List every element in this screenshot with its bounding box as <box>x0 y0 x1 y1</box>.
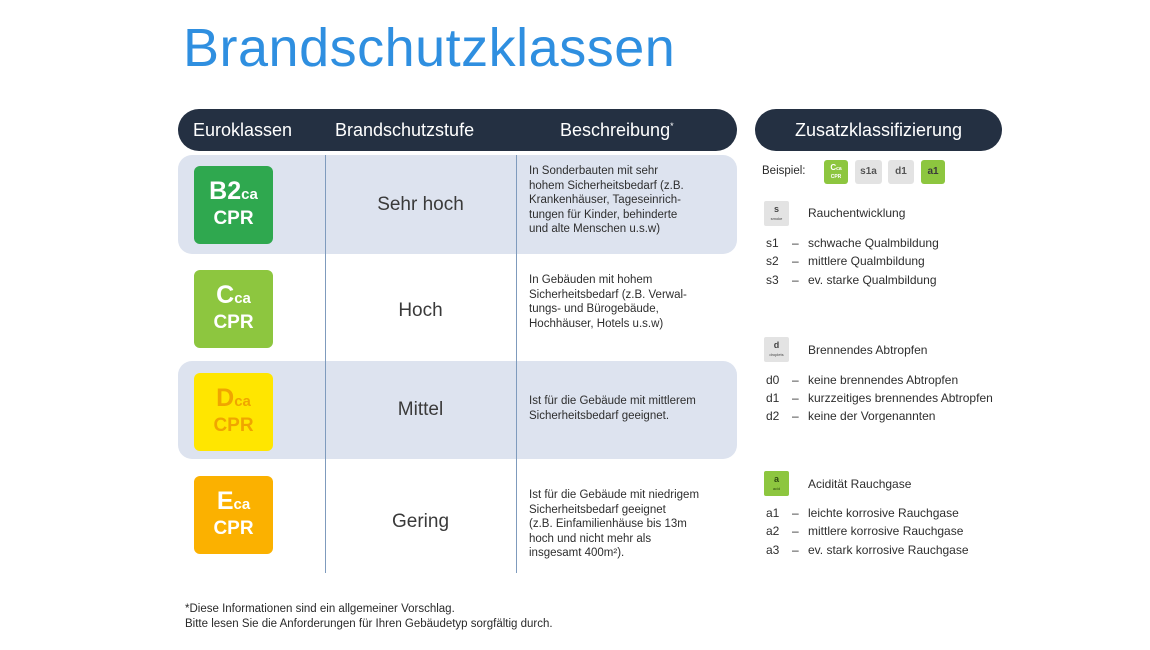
section-title: Brennendes Abtropfen <box>808 343 928 357</box>
level-text: Mittel <box>397 399 444 420</box>
list-item: d2 – keine der Vorgenannten <box>766 409 936 423</box>
beispiel-label: Beispiel: <box>762 165 806 177</box>
list-item: a3 – ev. stark korrosive Rauchgase <box>766 543 969 557</box>
level-text: Gering <box>391 511 450 532</box>
description: Ist für die Gebäude mit mittlerem Sicherheitsbedarf geeignet. <box>529 395 696 422</box>
example-chip-c: Cca CPR <box>824 160 848 184</box>
list-item: a1 – leichte korrosive Rauchgase <box>766 506 959 520</box>
description: In Sonderbauten mit sehr hohem Sicherheitsbedarf (z.B. Krankenhäuser, Tageseinrich- tungen für Kinder, behinderte und alte Menschen u.s.w) <box>529 165 684 235</box>
description: In Gebäuden mit hohem Sicherheitsbedarf (z.B. Verwal- tungs- und Bürogebäude, Hochhäuser, Hotels u.s.w) <box>529 274 687 330</box>
zusatz-header: Zusatzklassifizierung <box>755 109 1002 151</box>
column-divider <box>516 155 517 573</box>
droplets-icon: d droplets <box>764 337 789 362</box>
list-item: d0 – keine brennendes Abtropfen <box>766 373 959 387</box>
class-badge-d: Dca CPR <box>194 373 273 451</box>
list-item: d1 – kurzzeitiges brennendes Abtropfen <box>766 391 993 405</box>
list-item: a2 – mittlere korrosive Rauchgase <box>766 524 964 538</box>
footnote: *Diese Informationen sind ein allgemeiner Vorschlag. Bitte lesen Sie die Anforderungen für Ihren Gebäudetyp sorgfältig durch. <box>185 603 553 630</box>
section-title: Acidität Rauchgase <box>808 477 912 491</box>
list-item: s2 – mittlere Qualmbildung <box>766 254 925 268</box>
page-title: Brandschutzklassen <box>183 18 676 78</box>
example-chip-a: a1 <box>921 160 945 184</box>
example-chip-s: s1a <box>855 160 882 184</box>
list-item: s1 – schwache Qualmbildung <box>766 236 939 250</box>
smoke-icon: s smoke <box>764 201 789 226</box>
class-badge-c: Cca CPR <box>194 270 273 348</box>
acid-icon: a acid <box>764 471 789 496</box>
header-brandschutzstufe: Brandschutzstufe <box>335 120 475 140</box>
example-chip-d: d1 <box>888 160 914 184</box>
level-text: Sehr hoch <box>377 194 464 215</box>
class-badge-b2: B2ca CPR <box>194 166 273 244</box>
description: Ist für die Gebäude mit niedrigem Sicherheitsbedarf geeignet (z.B. Einfamilienhäuse bis 13m hoch und nicht mehr als insgesamt 400m²). <box>529 489 700 559</box>
level-text: Hoch <box>398 300 443 321</box>
header-beschreibung: Beschreibung* <box>560 120 674 140</box>
list-item: s3 – ev. starke Qualmbildung <box>766 273 937 287</box>
header-euroklassen: Euroklassen <box>193 120 293 140</box>
section-title: Rauchentwicklung <box>808 206 906 220</box>
table-header <box>178 109 737 151</box>
class-badge-e: Eca CPR <box>194 476 273 554</box>
